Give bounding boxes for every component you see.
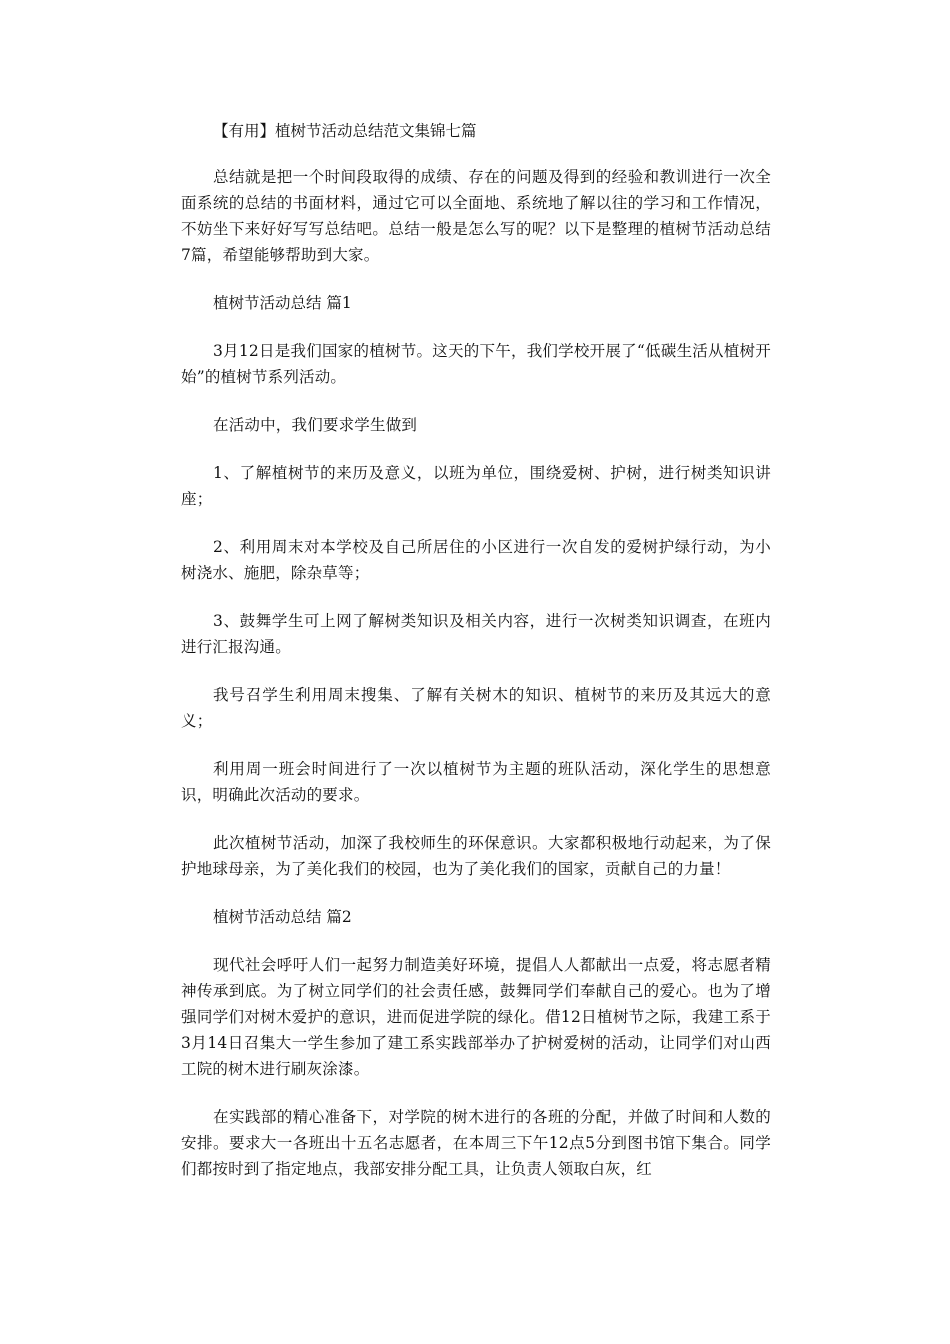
- paragraph: 3、鼓舞学生可上网了解树类知识及相关内容，进行一次树类知识调查，在班内进行汇报沟通。: [181, 612, 771, 656]
- paragraph: 1、了解植树节的来历及意义，以班为单位，围绕爱树、护树，进行树类知识讲座；: [181, 464, 771, 508]
- paragraph: 利用周一班会时间进行了一次以植树节为主题的班队活动，深化学生的思想意识，明确此次活动的要求。: [181, 760, 771, 804]
- intro-paragraph: 总结就是把一个时间段取得的成绩、存在的问题及得到的经验和教训进行一次全面系统的总结的书面材料，通过它可以全面地、系统地了解以往的学习和工作情况，不妨坐下来好好写写总结吧。总结一般是怎么写的呢？以下是整理的植树节活动总结7篇，希望能够帮助到大家。: [181, 168, 771, 264]
- paragraph: 此次植树节活动，加深了我校师生的环保意识。大家都积极地行动起来，为了保护地球母亲，为了美化我们的校园，也为了美化我们的国家，贡献自己的力量！: [181, 834, 771, 878]
- paragraph: 2、利用周末对本学校及自己所居住的小区进行一次自发的爱树护绿行动，为小树浇水、施肥，除杂草等；: [181, 538, 771, 582]
- section-heading-1: 植树节活动总结 篇1: [213, 294, 352, 312]
- paragraph: 在活动中，我们要求学生做到: [213, 416, 418, 434]
- document-title: 【有用】植树节活动总结范文集锦七篇: [213, 122, 477, 140]
- paragraph: 3月12日是我们国家的植树节。这天的下午，我们学校开展了“低碳生活从植树开始”的植树节系列活动。: [181, 342, 771, 386]
- paragraph: 在实践部的精心准备下，对学院的树木进行的各班的分配，并做了时间和人数的安排。要求大一各班出十五名志愿者，在本周三下午12点5分到图书馆下集合。同学们都按时到了指定地点，我部安排分配工具，让负责人领取白灰，红: [181, 1108, 771, 1178]
- document-page: [181, 118, 771, 1204]
- paragraph: 我号召学生利用周末搜集、了解有关树木的知识、植树节的来历及其远大的意义；: [181, 686, 771, 730]
- paragraph: 现代社会呼吁人们一起努力制造美好环境，提倡人人都献出一点爱，将志愿者精神传承到底。为了树立同学们的社会责任感，鼓舞同学们奉献自己的爱心。也为了增强同学们对树木爱护的意识，进而促进学院的绿化。借12日植树节之际，我建工系于3月14日召集大一学生参加了建工系实践部举办了护树爱树的活动，让同学们对山西工院的树木进行刷灰涂漆。: [181, 956, 771, 1078]
- section-heading-2: 植树节活动总结 篇2: [213, 908, 352, 926]
